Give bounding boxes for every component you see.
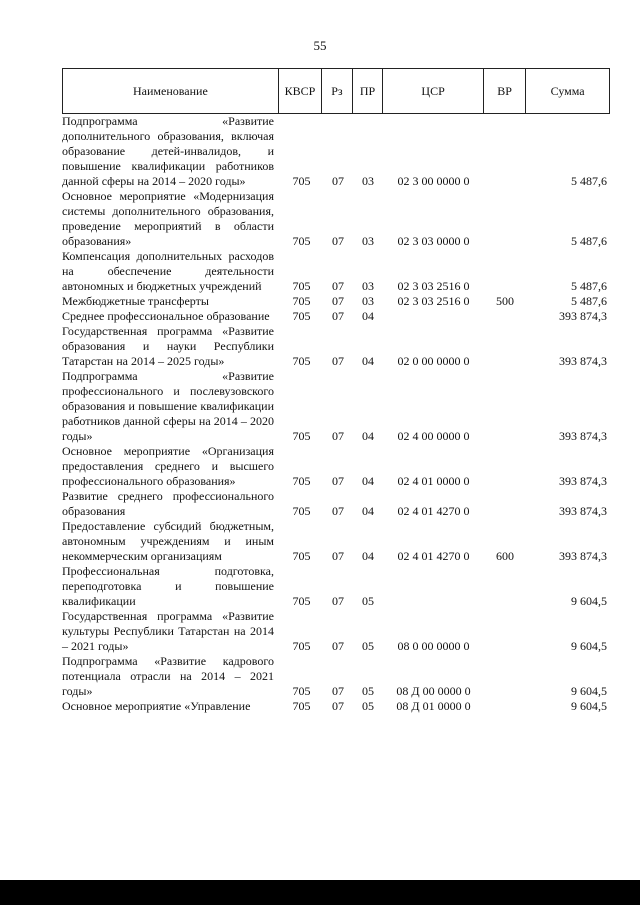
cell-kvsr: 705 xyxy=(292,699,311,713)
header-kvsr: КВСР xyxy=(278,68,321,114)
cell-kvsr: 705 xyxy=(292,639,311,653)
table-row xyxy=(62,519,610,564)
cell-pr: 05 xyxy=(362,594,374,608)
table-row xyxy=(62,444,610,489)
cell-csr: 02 3 03 2516 0 xyxy=(397,294,470,308)
table-row xyxy=(62,114,610,189)
cell-sum: 393 874,3 xyxy=(559,309,607,323)
cell-name: Межбюджетные трансферты xyxy=(62,294,209,308)
cell-kvsr: 705 xyxy=(292,549,311,563)
header-pr: ПР xyxy=(352,68,383,114)
cell-rz: 07 xyxy=(332,639,344,653)
cell-name: Подпрограмма «Развитие кадрового потенциала отрасли на 2014 – 2021 годы» xyxy=(62,654,274,698)
cell-rz: 07 xyxy=(332,354,344,368)
cell-name: Компенсация дополнительных расходов на обеспечение деятельности автономных и бюджетных учреждений xyxy=(62,249,274,293)
cell-kvsr: 705 xyxy=(292,174,311,188)
cell-vr: 500 xyxy=(496,294,514,308)
cell-pr: 03 xyxy=(362,174,374,188)
cell-rz: 07 xyxy=(332,699,344,713)
cell-csr: 02 4 01 4270 0 xyxy=(397,504,470,518)
header-sum: Сумма xyxy=(525,68,610,114)
cell-pr: 05 xyxy=(362,639,374,653)
cell-name: Основное мероприятие «Организация предоставления среднего и высшего профессионального образования» xyxy=(62,444,274,488)
table-row xyxy=(62,564,610,609)
scan-bottom-band xyxy=(0,880,640,905)
cell-kvsr: 705 xyxy=(292,234,311,248)
cell-sum: 393 874,3 xyxy=(559,549,607,563)
header-csr: ЦСР xyxy=(382,68,483,114)
cell-kvsr: 705 xyxy=(292,684,311,698)
cell-pr: 03 xyxy=(362,294,374,308)
cell-kvsr: 705 xyxy=(292,429,311,443)
cell-rz: 07 xyxy=(332,294,344,308)
table-row xyxy=(62,489,610,519)
cell-name: Основное мероприятие «Управление xyxy=(62,699,251,713)
cell-sum: 393 874,3 xyxy=(559,429,607,443)
cell-kvsr: 705 xyxy=(292,504,311,518)
table-row xyxy=(62,324,610,369)
cell-rz: 07 xyxy=(332,549,344,563)
header-name: Наименование xyxy=(62,68,278,114)
cell-rz: 07 xyxy=(332,279,344,293)
cell-csr: 02 0 00 0000 0 xyxy=(397,354,470,368)
cell-rz: 07 xyxy=(332,234,344,248)
cell-sum: 393 874,3 xyxy=(559,504,607,518)
table-row xyxy=(62,609,610,654)
cell-sum: 393 874,3 xyxy=(559,354,607,368)
header-vr: ВР xyxy=(483,68,525,114)
cell-csr: 08 Д 00 0000 0 xyxy=(396,684,471,698)
cell-csr: 02 4 01 4270 0 xyxy=(397,549,470,563)
cell-pr: 04 xyxy=(362,504,374,518)
cell-rz: 07 xyxy=(332,504,344,518)
cell-rz: 07 xyxy=(332,474,344,488)
cell-kvsr: 705 xyxy=(292,474,311,488)
cell-kvsr: 705 xyxy=(292,279,311,293)
table-row xyxy=(62,309,610,324)
cell-csr: 08 Д 01 0000 0 xyxy=(396,699,471,713)
cell-rz: 07 xyxy=(332,309,344,323)
cell-csr: 02 3 03 2516 0 xyxy=(397,279,470,293)
cell-name: Среднее профессиональное образование xyxy=(62,309,270,323)
cell-name: Предоставление субсидий бюджетным, автономным учреждениям и иным некоммерческим организациям xyxy=(62,519,274,563)
cell-pr: 04 xyxy=(362,429,374,443)
cell-csr: 02 3 03 0000 0 xyxy=(397,234,470,248)
table-body xyxy=(62,114,610,714)
cell-kvsr: 705 xyxy=(292,354,311,368)
cell-rz: 07 xyxy=(332,174,344,188)
cell-csr: 08 0 00 0000 0 xyxy=(397,639,470,653)
cell-sum: 5 487,6 xyxy=(571,294,607,308)
table-row xyxy=(62,249,610,294)
cell-pr: 05 xyxy=(362,684,374,698)
cell-csr: 02 4 00 0000 0 xyxy=(397,429,470,443)
cell-sum: 9 604,5 xyxy=(571,639,607,653)
cell-name: Государственная программа «Развитие образования и науки Республики Татарстан на 2014 – 2025 годы» xyxy=(62,324,274,368)
table-header xyxy=(62,68,610,114)
cell-vr: 600 xyxy=(496,549,514,563)
cell-csr: 02 4 01 0000 0 xyxy=(397,474,470,488)
cell-pr: 04 xyxy=(362,354,374,368)
cell-rz: 07 xyxy=(332,684,344,698)
cell-sum: 9 604,5 xyxy=(571,594,607,608)
cell-csr: 02 3 00 0000 0 xyxy=(397,174,470,188)
table-row xyxy=(62,189,610,249)
header-rz: Рз xyxy=(321,68,352,114)
cell-name: Развитие среднего профессионального образования xyxy=(62,489,274,518)
cell-name: Государственная программа «Развитие культуры Республики Татарстан на 2014 – 2021 годы» xyxy=(62,609,274,653)
cell-pr: 03 xyxy=(362,279,374,293)
cell-kvsr: 705 xyxy=(292,594,311,608)
cell-kvsr: 705 xyxy=(292,309,311,323)
table-row xyxy=(62,294,610,309)
cell-pr: 04 xyxy=(362,549,374,563)
cell-name: Основное мероприятие «Модернизация системы дополнительного образования, проведение мероприятий в области образования» xyxy=(62,189,274,248)
table-row xyxy=(62,699,610,714)
cell-sum: 5 487,6 xyxy=(571,234,607,248)
table-row xyxy=(62,369,610,444)
page-number: 55 xyxy=(313,38,327,53)
cell-rz: 07 xyxy=(332,594,344,608)
cell-sum: 393 874,3 xyxy=(559,474,607,488)
cell-rz: 07 xyxy=(332,429,344,443)
cell-pr: 04 xyxy=(362,474,374,488)
cell-name: Подпрограмма «Развитие профессионального и послевузовского образования и повышение квалификации работников данной сферы на 2014 – 2020 годы» xyxy=(62,369,274,443)
cell-pr: 04 xyxy=(362,309,374,323)
cell-name: Профессиональная подготовка, переподготовка и повышение квалификации xyxy=(62,564,274,608)
cell-sum: 9 604,5 xyxy=(571,699,607,713)
cell-name: Подпрограмма «Развитие дополнительного образования, включая образование детей-инвалидов, и повышение квалификации работников данной сферы на 2014 – 2020 годы» xyxy=(62,114,274,188)
cell-sum: 5 487,6 xyxy=(571,279,607,293)
cell-pr: 03 xyxy=(362,234,374,248)
table-row xyxy=(62,654,610,699)
cell-sum: 5 487,6 xyxy=(571,174,607,188)
cell-pr: 05 xyxy=(362,699,374,713)
cell-kvsr: 705 xyxy=(292,294,311,308)
cell-sum: 9 604,5 xyxy=(571,684,607,698)
